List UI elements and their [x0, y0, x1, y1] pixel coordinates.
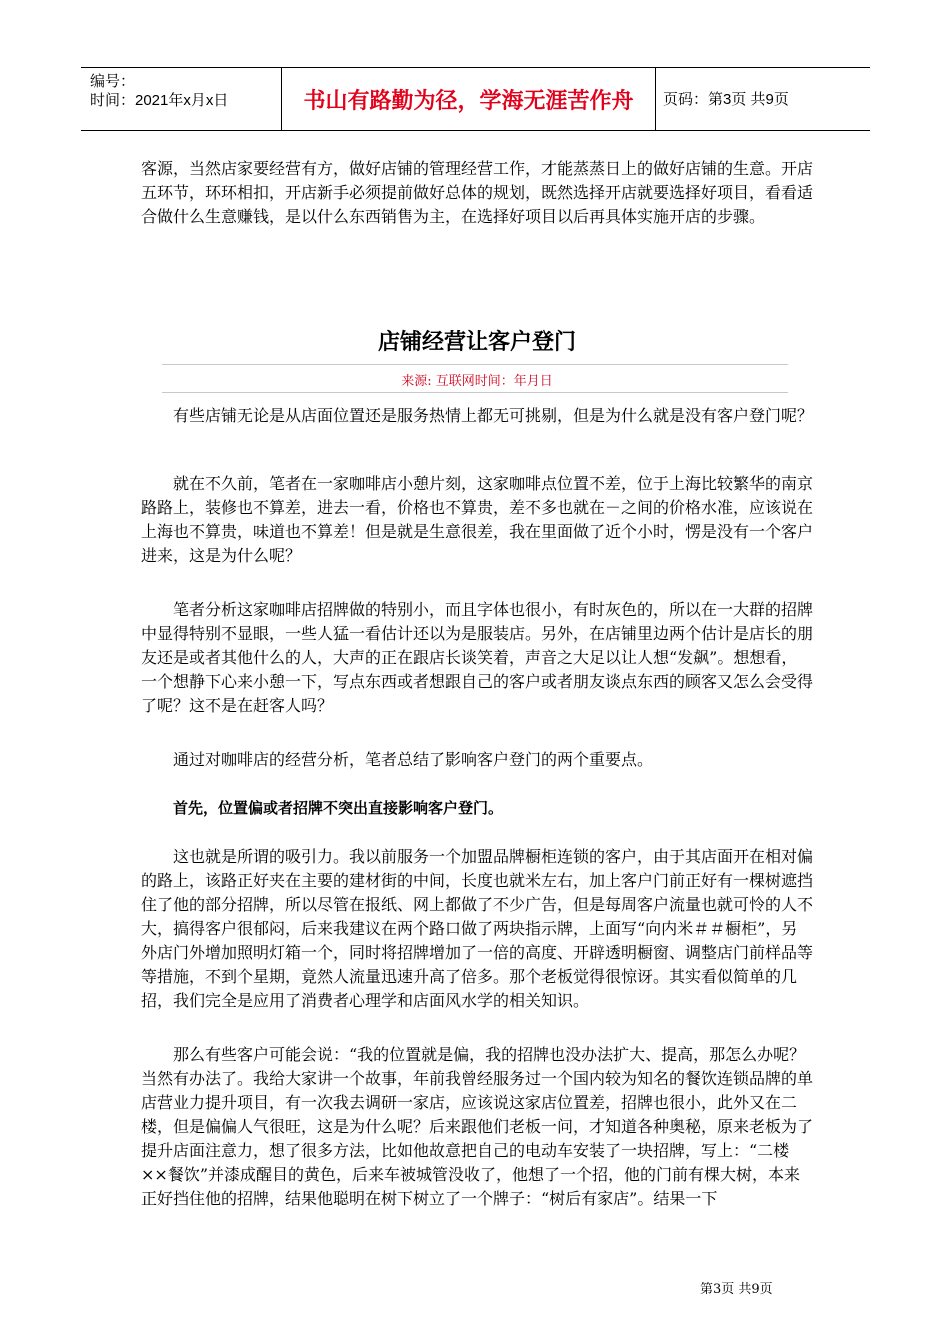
- header-table: [81, 67, 870, 131]
- article-paragraph: 这也就是所谓的吸引力。我以前服务一个加盟品牌橱柜连锁的客户，由于其店面开在相对偏的路上，该路正好夹在主要的建材街的中间，长度也就米左右，加上客户门前正好有一棵树遮挡住了他的部分招牌，所以尽管在报纸、网上都做了不少广告，但是每周客户流量也就可怜的人不大，搞得客户很郁闷，后来我建议在两个路口做了两块指示牌，上面写“向内米＃＃橱柜”，另外店门外增加照明灯箱一个，同时将招牌增加了一倍的高度、开辟透明橱窗、调整店门前样品等等措施，不到个星期，竟然人流量迅速升高了倍多。那个老板觉得很惊讶。其实看似简单的几招，我们完全是应用了消费者心理学和店面风水学的相关知识。: [141, 847, 814, 1010]
- header-page-label: 页码：第3页 共9页: [663, 91, 789, 108]
- header-divider: [655, 68, 656, 130]
- article-source: 来源: 互联网时间：年月日: [401, 374, 553, 389]
- header-divider: [281, 68, 282, 130]
- article-subheading: 首先，位置偏或者招牌不突出直接影响客户登门。: [173, 799, 504, 817]
- source-rule: [162, 392, 788, 393]
- article-title: 店铺经营让客户登门: [377, 330, 576, 355]
- intro-paragraph: 客源，当然店家要经营有方，做好店铺的管理经营工作，才能蒸蒸日上的做好店铺的生意。开店五环节，环环相扣，开店新手必须提前做好总体的规划，既然选择开店就要选择好项目，看看适合做什么生意赚钱，是以什么东西销售为主，在选择好项目以后再具体实施开店的步骤。: [141, 159, 814, 226]
- article-paragraph: 那么有些客户可能会说：“我的位置就是偏，我的招牌也没办法扩大、提高，那怎么办呢？当然有办法了。我给大家讲一个故事，年前我曾经服务过一个国内较为知名的餐饮连锁品牌的单店营业力提升项目，有一次我去调研一家店，应该说这家店位置差，招牌也很小，此外又在二楼，但是偏偏人气很旺，这是为什么呢？后来跟他们老板一问，才知道各种奥秘，原来老板为了提升店面注意力，想了很多方法，比如他故意把自己的电动车安装了一块招牌，写上：“二楼××餐饮”并漆成醒目的黄色，后来车被城管没收了，他想了一个招，他的门前有棵大树，本来正好挡住他的招牌，结果他聪明在树下树立了一个牌子：“树后有家店”。结果一下: [141, 1045, 814, 1208]
- article-paragraph: 笔者分析这家咖啡店招牌做的特别小，而且字体也很小，有时灰色的，所以在一大群的招牌中显得特别不显眼，一些人猛一看估计还以为是服装店。另外，在店铺里边两个估计是店长的朋友还是或者其他什么的人，大声的正在跟店长谈笑着，声音之大足以让人想“发飙”。想想看，一个想静下心来小憩一下，写点东西或者想跟自己的客户或者朋友谈点东西的顾客又怎么会受得了呢？这不是在赶客人吗？: [141, 600, 814, 715]
- header-meta: [90, 72, 280, 110]
- article-paragraph: 就在不久前，笔者在一家咖啡店小憩片刻，这家咖啡点位置不差，位于上海比较繁华的南京路路上，装修也不算差，进去一看，价格也不算贵，差不多也就在－之间的价格水准，应该说在上海也不算贵，味道也不算差！但是就是生意很差，我在里面做了近个小时，愣是没有一个客户进来，这是为什么呢？: [141, 474, 814, 565]
- header-motto: 书山有路勤为径，学海无涯苦作舟: [303, 88, 634, 114]
- article-paragraph: 有些店铺无论是从店面位置还是服务热情上都无可挑剔，但是为什么就是没有客户登门呢？: [173, 406, 814, 425]
- title-rule: [162, 364, 788, 365]
- number-label: 编号：: [90, 73, 136, 90]
- footer-page-label: 第3页 共9页: [700, 1282, 773, 1297]
- time-label: 时间：2021年x月x日: [90, 92, 229, 109]
- article-paragraph: 通过对咖啡店的经营分析，笔者总结了影响客户登门的两个重要点。: [173, 750, 654, 769]
